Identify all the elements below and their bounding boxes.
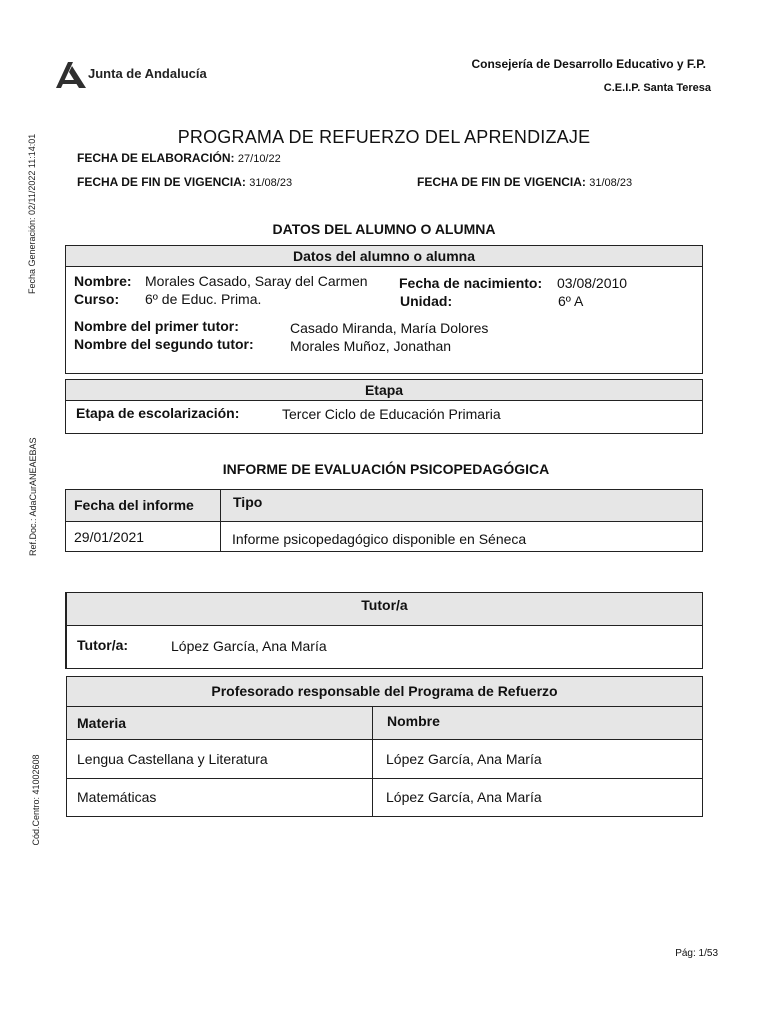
teachers-table-title: Profesorado responsable del Programa de Refuerzo: [67, 677, 702, 707]
table-row-name: López García, Ana María: [386, 751, 542, 767]
report-table: [65, 489, 703, 552]
tutor-value: López García, Ana María: [171, 638, 327, 654]
stage-label: Etapa de escolarización:: [76, 405, 240, 421]
birth-date-label: Fecha de nacimiento:: [399, 275, 543, 291]
logo-mark-icon: [56, 62, 86, 88]
report-type-value: Informe psicopedagógico disponible en Séneca: [232, 531, 527, 547]
student-data-box: [65, 245, 703, 374]
course-label: Curso:: [74, 291, 120, 307]
unit-label: Unidad:: [400, 293, 453, 309]
student-section-title: DATOS DEL ALUMNO O ALUMNA: [272, 221, 496, 237]
stage-value: Tercer Ciclo de Educación Primaria: [282, 406, 501, 422]
table-row-subject: Lengua Castellana y Literatura: [77, 751, 268, 767]
logo-text: Junta de Andalucía: [88, 66, 207, 81]
page-number: Pág: 1/53: [675, 948, 718, 959]
end-label-left: FECHA DE FIN DE VIGENCIA:: [77, 175, 246, 189]
end-date-right: [417, 175, 632, 189]
end-value-right: 31/08/23: [589, 177, 633, 189]
subject-column-header: Materia: [77, 715, 127, 731]
tutor-box-header: Tutor/a: [67, 593, 702, 626]
birth-date-value: 03/08/2010: [557, 275, 628, 291]
tutor-label: Tutor/a:: [77, 637, 129, 653]
first-tutor-value: Casado Miranda, María Dolores: [290, 320, 489, 336]
elaboration-value: 27/10/22: [237, 153, 281, 165]
second-tutor-label: Nombre del segundo tutor:: [74, 336, 254, 352]
ref-doc-note: Ref.Doc.: AdaCurANEAEBAS: [28, 437, 38, 556]
junta-de-andalucia-logo: [56, 62, 216, 90]
report-date-header: Fecha del informe: [74, 497, 194, 513]
centre-code-note: Cód.Centro: 41002608: [31, 754, 41, 846]
course-value: 6º de Educ. Prima.: [145, 291, 262, 307]
name-column-header: Nombre: [387, 713, 440, 729]
generation-date-note: Fecha Generación: 02/11/2022 11:14:01: [27, 133, 37, 294]
document-title: PROGRAMA DE REFUERZO DEL APRENDIZAJE: [177, 127, 591, 147]
first-tutor-label: Nombre del primer tutor:: [74, 318, 239, 334]
student-box-header: Datos del alumno o alumna: [66, 246, 702, 267]
name-value: Morales Casado, Saray del Carmen: [145, 273, 368, 289]
stage-box-header: Etapa: [66, 380, 702, 401]
report-type-header: Tipo: [233, 494, 263, 510]
unit-value: 6º A: [558, 293, 584, 309]
report-section-title: INFORME DE EVALUACIÓN PSICOPEDAGÓGICA: [222, 461, 550, 477]
second-tutor-value: Morales Muñoz, Jonathan: [290, 338, 452, 354]
end-date-left: [77, 175, 292, 189]
report-date-value: 29/01/2021: [74, 529, 145, 545]
table-row-name: López García, Ana María: [386, 789, 542, 805]
end-label-right: FECHA DE FIN DE VIGENCIA:: [417, 175, 586, 189]
tutor-box: [65, 592, 703, 669]
name-label: Nombre:: [74, 273, 132, 289]
end-value-left: 31/08/23: [249, 177, 293, 189]
organization-name: Consejería de Desarrollo Educativo y F.P.: [471, 57, 706, 71]
table-row-subject: Matemáticas: [77, 789, 157, 805]
row-divider: [67, 778, 702, 779]
elaboration-label: FECHA DE ELABORACIÓN:: [77, 151, 235, 165]
stage-box: [65, 379, 703, 434]
school-name: C.E.I.P. Santa Teresa: [603, 82, 711, 94]
elaboration-date: [77, 151, 281, 165]
teachers-table: [66, 676, 703, 817]
